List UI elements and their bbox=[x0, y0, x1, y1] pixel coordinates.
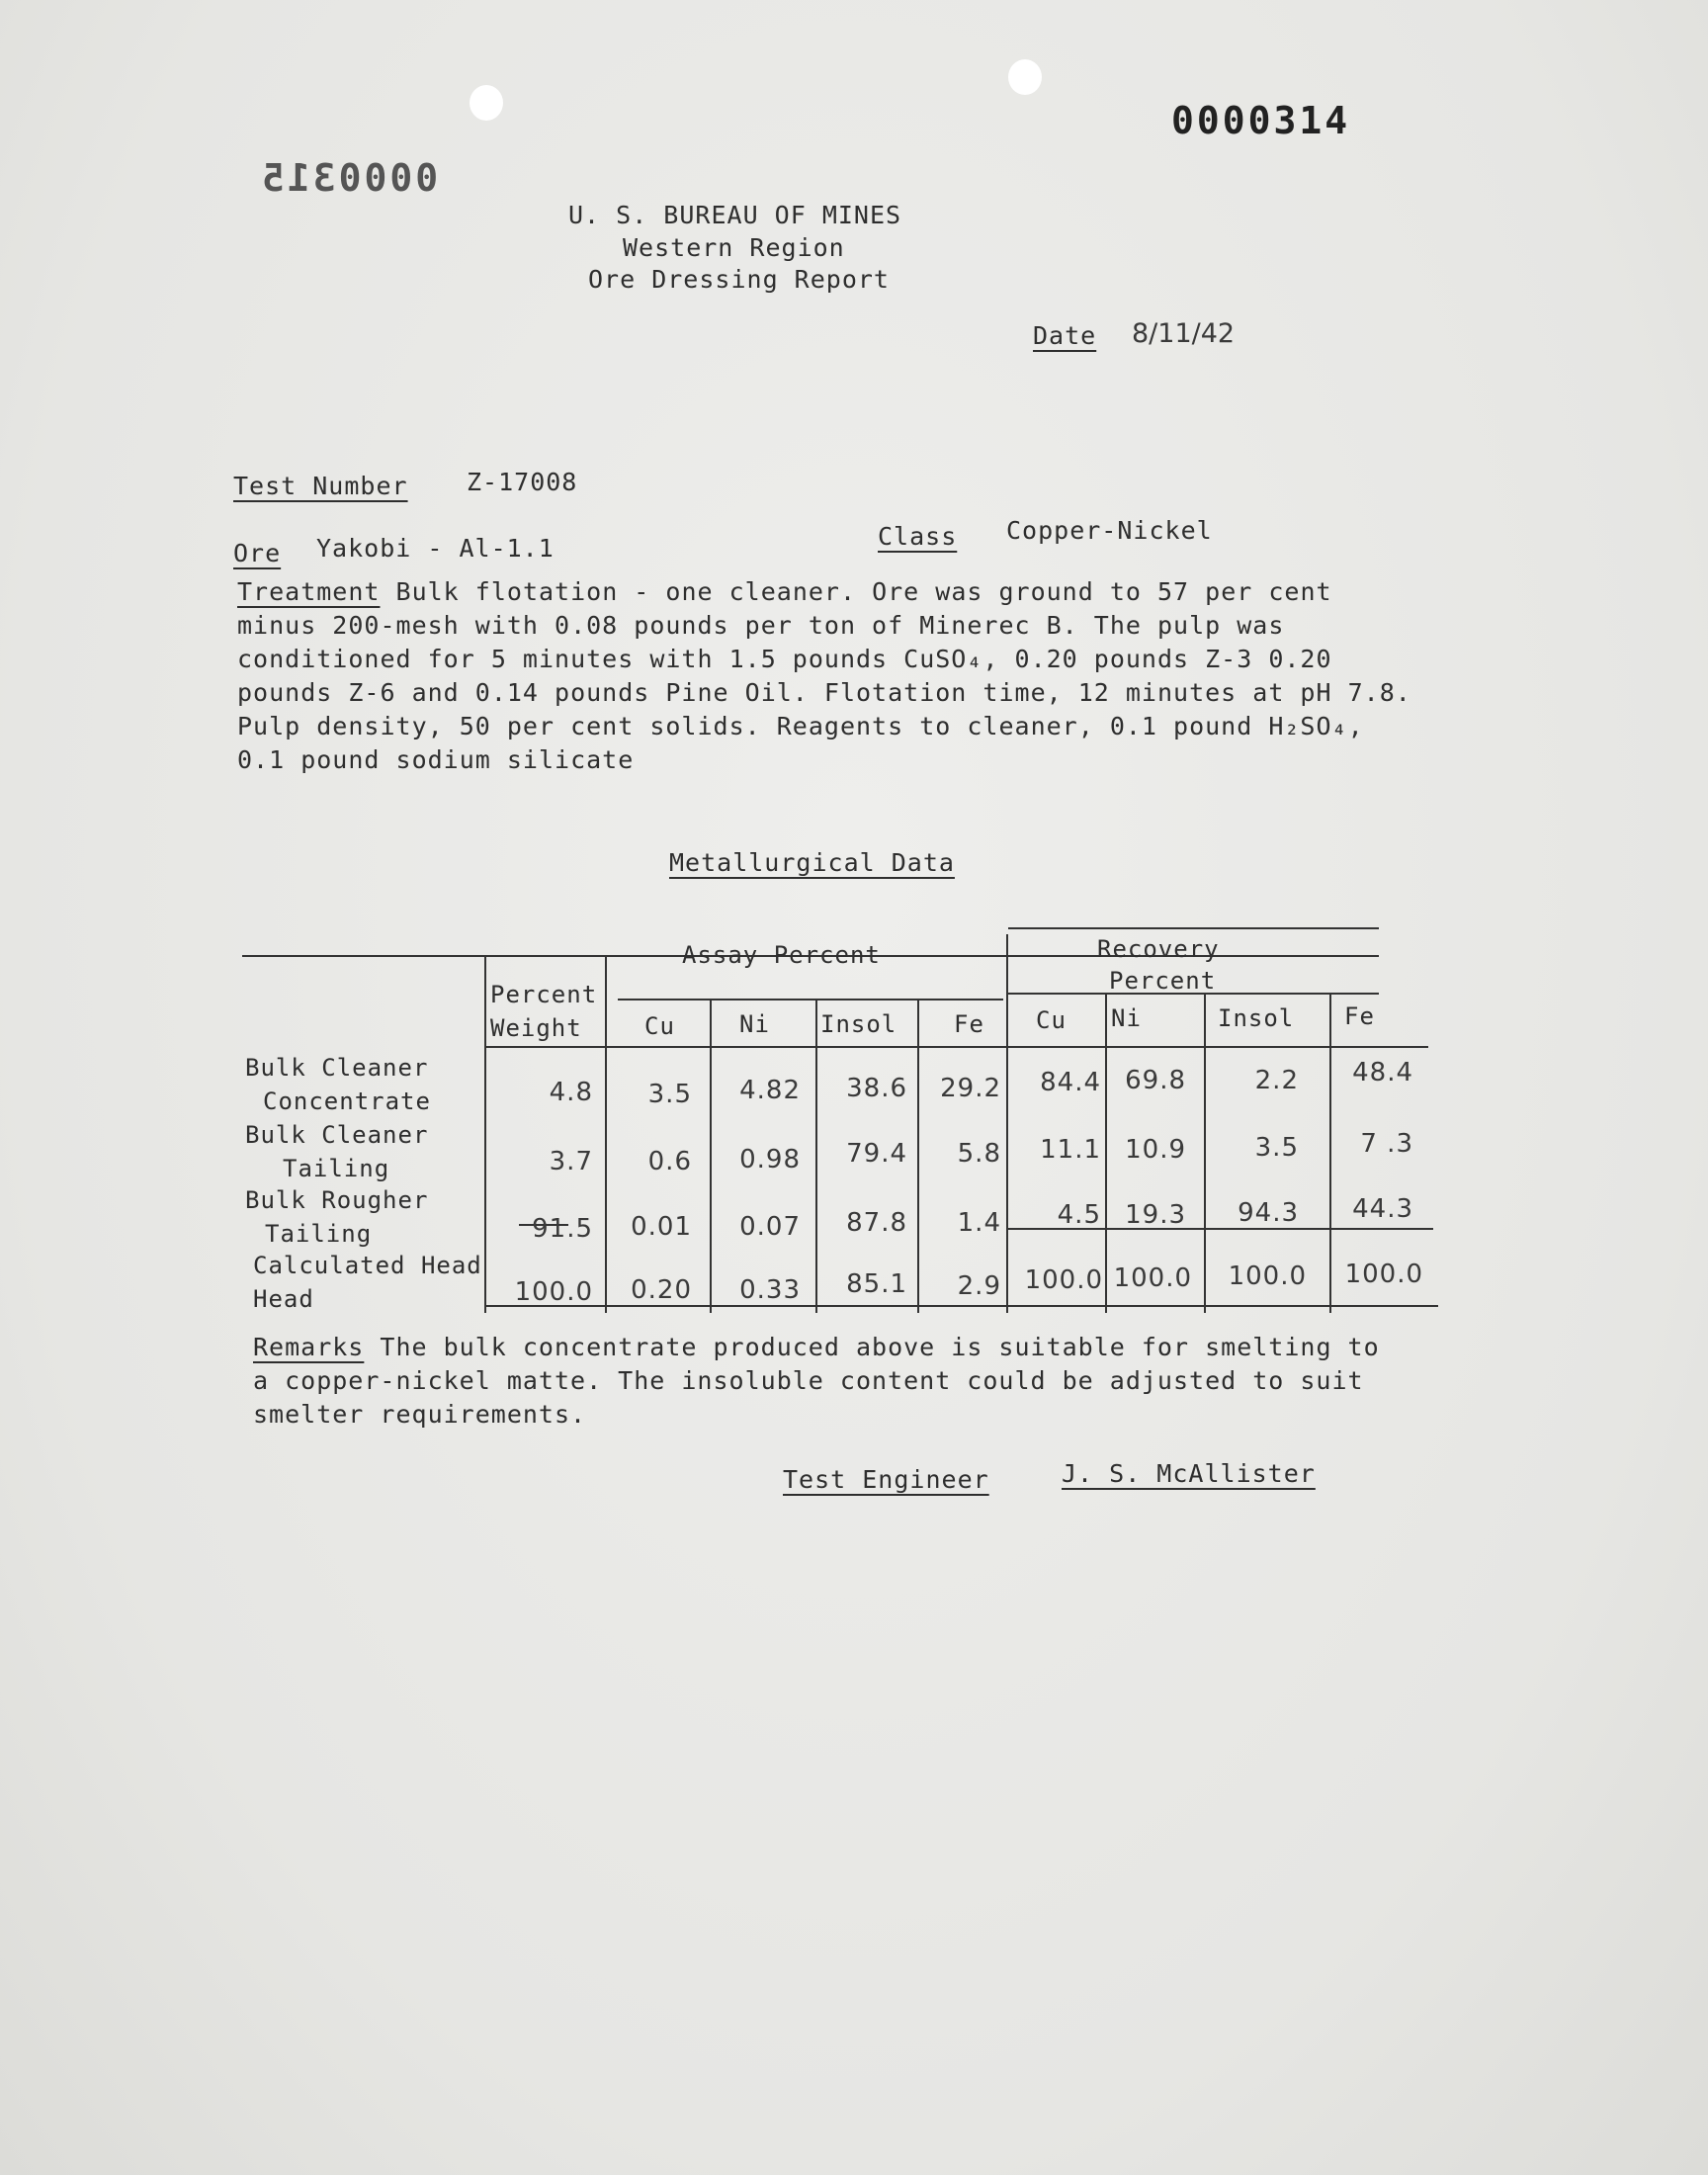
row-label-line2: Concentrate bbox=[263, 1088, 431, 1115]
row-value: 100.0 bbox=[1228, 1262, 1307, 1291]
header-recovery-percent-line1: Recovery bbox=[1097, 935, 1220, 963]
treatment-label: Treatment bbox=[237, 577, 381, 606]
table-title: Metallurgical Data bbox=[669, 848, 955, 877]
row-value: 0.01 bbox=[631, 1212, 692, 1242]
header-region: Western Region bbox=[623, 233, 845, 262]
test-number-label: Test Number bbox=[233, 472, 408, 500]
row-label-line1: Calculated Head bbox=[253, 1252, 482, 1279]
remarks-paragraph bbox=[253, 1331, 1390, 1432]
row-value: 48.4 bbox=[1352, 1058, 1413, 1088]
row-value: 3.5 bbox=[1254, 1133, 1299, 1163]
remarks-text: The bulk concentrate produced above is suitable for smelting to a copper-nickel matte. The insoluble content could be adjusted to suit smelter requirements. bbox=[253, 1333, 1380, 1429]
row-value: 10.9 bbox=[1125, 1135, 1186, 1165]
row-value: 4.5 bbox=[1057, 1200, 1101, 1230]
row-value: 38.6 bbox=[846, 1074, 907, 1103]
header-assay-ni: Ni bbox=[739, 1010, 770, 1038]
header-percent-weight-line2: Weight bbox=[490, 1014, 582, 1042]
header-assay-fe: Fe bbox=[954, 1010, 984, 1038]
treatment-paragraph bbox=[237, 575, 1423, 777]
row-label-line2: Tailing bbox=[265, 1220, 373, 1248]
row-value: 1.4 bbox=[957, 1208, 1001, 1238]
row-value: 11.1 bbox=[1040, 1135, 1101, 1165]
header-recovery-fe: Fe bbox=[1344, 1002, 1375, 1030]
row-value: 79.4 bbox=[846, 1139, 907, 1169]
row-value: 19.3 bbox=[1125, 1200, 1186, 1230]
ore-label: Ore bbox=[233, 539, 282, 567]
row-value: 3.5 bbox=[647, 1080, 692, 1109]
row-value: 44.3 bbox=[1352, 1194, 1413, 1224]
page-number-stamp-mirrored: 0000315 bbox=[259, 156, 439, 200]
row-value: 2.9 bbox=[957, 1271, 1001, 1301]
header-report-title: Ore Dressing Report bbox=[588, 265, 890, 294]
row-value: 3.7 bbox=[549, 1147, 593, 1176]
ore-value: Yakobi - Al-1.1 bbox=[316, 534, 555, 563]
header-assay-percent: Assay Percent bbox=[682, 941, 881, 969]
row-value: 0.20 bbox=[631, 1275, 692, 1305]
row-label-line2: Tailing bbox=[283, 1155, 390, 1182]
header-recovery-ni: Ni bbox=[1111, 1004, 1142, 1032]
row-value: 7 .3 bbox=[1360, 1129, 1413, 1159]
date-value: 8/11/42 bbox=[1132, 318, 1236, 349]
row-value: 4.82 bbox=[739, 1076, 801, 1105]
row-value: 5.8 bbox=[957, 1139, 1001, 1169]
test-number-value: Z-17008 bbox=[467, 468, 578, 496]
test-engineer-label: Test Engineer bbox=[783, 1465, 989, 1494]
page-number-stamp: 0000314 bbox=[1171, 99, 1351, 142]
row-value: 0.33 bbox=[739, 1275, 801, 1305]
class-label: Class bbox=[878, 522, 958, 551]
row-label-line2: Head bbox=[253, 1285, 314, 1313]
row-value: 100.0 bbox=[514, 1277, 593, 1307]
row-value: 4.8 bbox=[549, 1078, 593, 1107]
header-assay-insol: Insol bbox=[820, 1010, 897, 1038]
row-value: 100.0 bbox=[1024, 1265, 1103, 1295]
row-value: 100.0 bbox=[1113, 1263, 1192, 1293]
row-value: 87.8 bbox=[846, 1208, 907, 1238]
treatment-text: Bulk flotation - one cleaner. Ore was ground to 57 per cent minus 200-mesh with 0.08 pounds per ton of Minerec B. The pulp was conditioned for 5 minutes with 1.5 pounds CuSO₄, 0.20 pounds Z-3 0.20 pounds Z-6 and 0.14 pounds Pine Oil. Flotation time, 12 minutes at pH 7.8. Pulp density, 50 per cent solids. Reagents to cleaner, 0.1 pound H₂SO₄, 0.1 pound sodium silicate bbox=[237, 577, 1411, 774]
header-recovery-percent-line2: Percent bbox=[1109, 967, 1217, 995]
row-value: 2.2 bbox=[1254, 1066, 1299, 1095]
row-value: 29.2 bbox=[940, 1074, 1001, 1103]
row-value: 91.5 bbox=[532, 1214, 593, 1244]
row-value: 94.3 bbox=[1238, 1198, 1299, 1228]
row-value: 85.1 bbox=[846, 1269, 907, 1299]
row-value: 84.4 bbox=[1040, 1068, 1101, 1097]
test-engineer-name: J. S. McAllister bbox=[1062, 1459, 1316, 1488]
row-value: 0.07 bbox=[739, 1212, 801, 1242]
punch-hole-left bbox=[470, 85, 503, 121]
punch-hole-right bbox=[1008, 59, 1042, 95]
date-label: Date bbox=[1033, 321, 1097, 350]
row-value: 100.0 bbox=[1344, 1260, 1423, 1289]
header-percent-weight-line1: Percent bbox=[490, 981, 598, 1008]
class-value: Copper-Nickel bbox=[1006, 516, 1213, 545]
header-recovery-cu: Cu bbox=[1036, 1006, 1067, 1034]
row-value: 69.8 bbox=[1125, 1066, 1186, 1095]
row-label-line1: Bulk Cleaner bbox=[245, 1054, 429, 1082]
header-agency: U. S. BUREAU OF MINES bbox=[568, 201, 902, 229]
row-value: 0.6 bbox=[647, 1147, 692, 1176]
row-value: 0.98 bbox=[739, 1145, 801, 1174]
header-assay-cu: Cu bbox=[644, 1012, 675, 1040]
row-label-line1: Bulk Cleaner bbox=[245, 1121, 429, 1149]
row-label-line1: Bulk Rougher bbox=[245, 1186, 429, 1214]
header-recovery-insol: Insol bbox=[1218, 1004, 1295, 1032]
remarks-label: Remarks bbox=[253, 1333, 365, 1361]
